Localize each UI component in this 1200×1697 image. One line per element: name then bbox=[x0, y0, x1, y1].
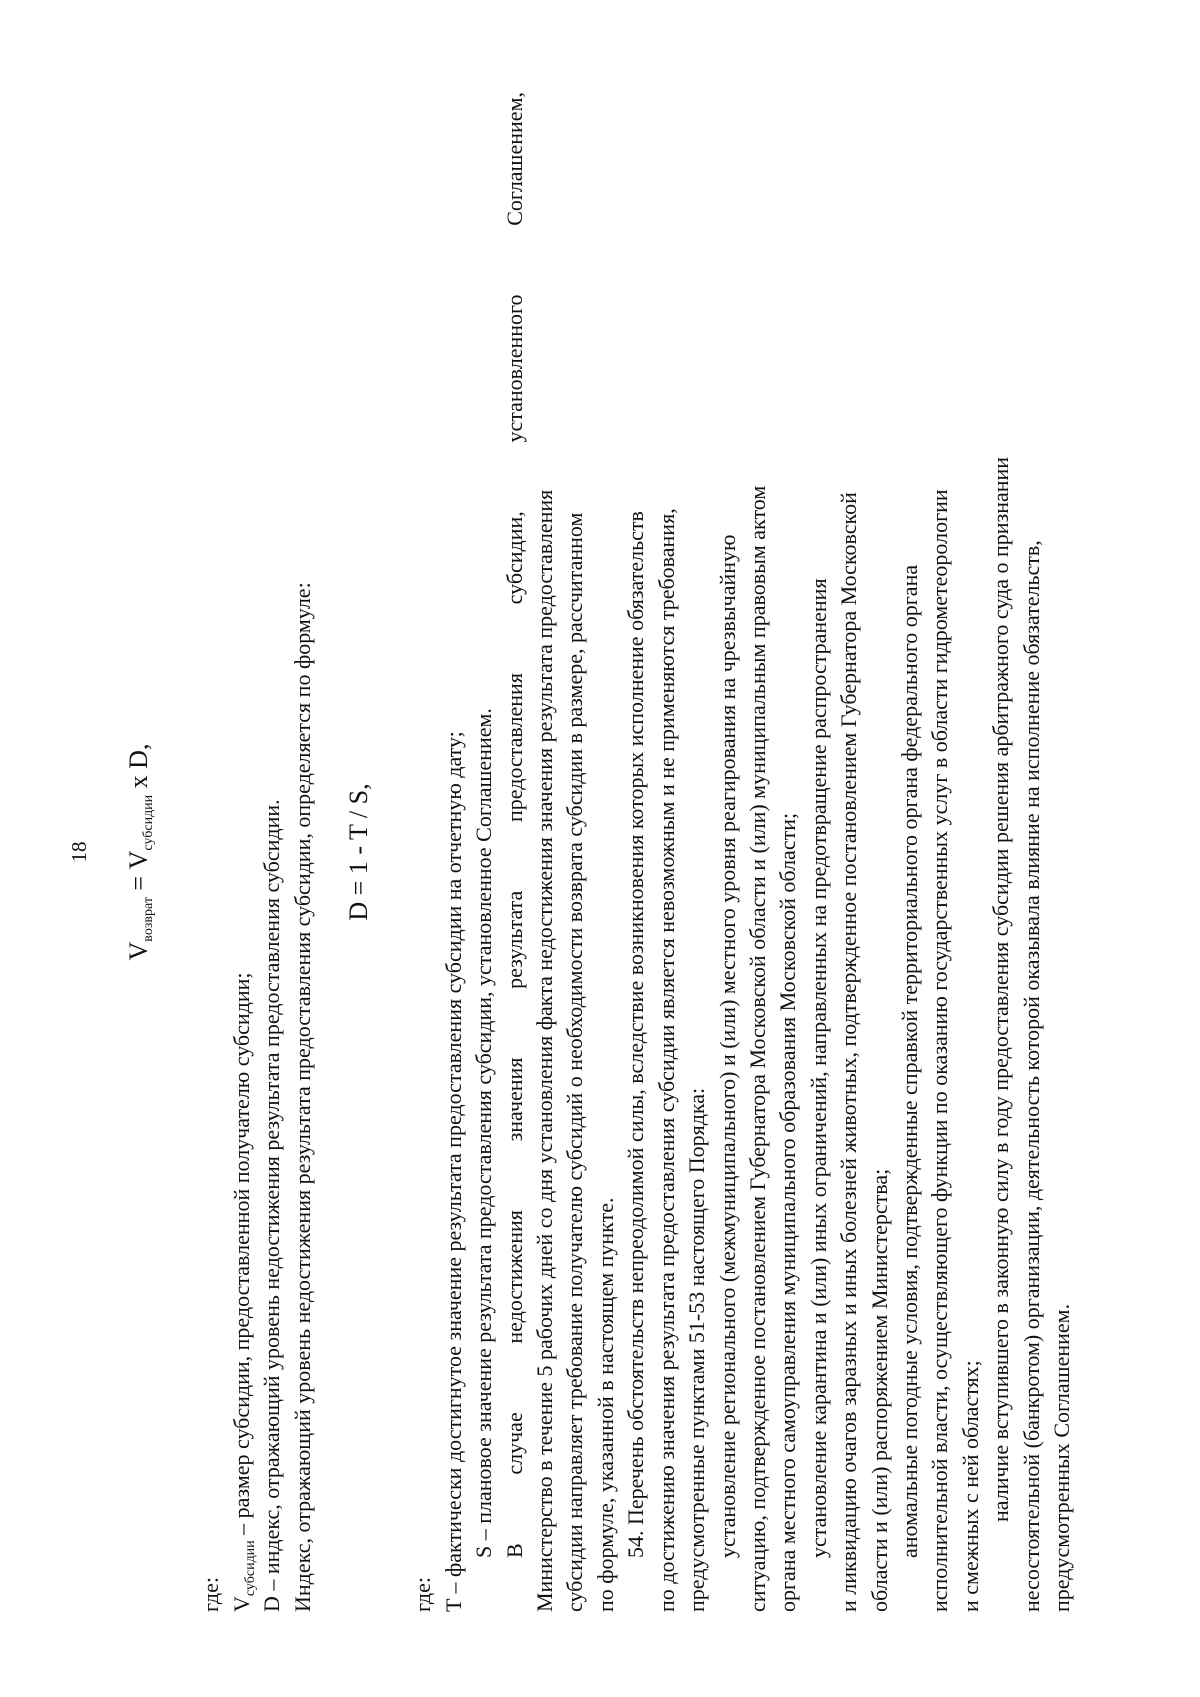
item-3-line: и смежных с ней областях; bbox=[957, 1360, 983, 1612]
item-3-line: аномальные погодные условия, подтвержденные справкой территориального органа федерального органа bbox=[896, 564, 922, 1558]
formula-sub-refund: возврат bbox=[141, 897, 156, 942]
where-label-1: где: bbox=[198, 1577, 224, 1612]
formula-v: V bbox=[124, 941, 153, 961]
definition-d: D – индекс, отражающий уровень недостижения результата предоставления субсидии. bbox=[259, 799, 285, 1612]
index-formula: D = 1 - T / S, bbox=[344, 783, 374, 921]
item-1-line: установление регионального (межмуниципального) и (или) местного уровня реагирования на чрезвычайную bbox=[714, 534, 740, 1558]
paragraph-54-line: предусмотренные пунктами 51-53 настоящего Порядка: bbox=[684, 1087, 710, 1612]
item-4-line: несостоятельной (банкротом) организации, деятельность которой оказывала влияние на исполнение обязательств, bbox=[1018, 540, 1044, 1612]
index-description: Индекс, отражающий уровень недостижения результата предоставления субсидии, определяется по формуле: bbox=[289, 582, 315, 1612]
item-2-line: установление карантина и (или) иных ограничений, направленных на предотвращение распространения bbox=[805, 578, 831, 1558]
formula-eq: = V bbox=[124, 850, 153, 898]
paragraph-case-line: субсидии направляет требование получателю субсидий о необходимости возврата субсидии в размере, рассчитанном bbox=[562, 512, 588, 1612]
refund-formula bbox=[124, 92, 154, 1612]
def-v-text: – размер субсидии, предоставленной получателю субсидии; bbox=[228, 972, 254, 1541]
paragraph-case-line: Министерство в течение 5 рабочих дней со дня установления факта недостижения значения результата предоставления bbox=[532, 489, 558, 1612]
paragraph-case-line: по формуле, указанной в настоящем пункте. bbox=[592, 1197, 618, 1612]
formula-tail: x D, bbox=[124, 743, 153, 795]
item-4-line: предусмотренных Соглашением. bbox=[1048, 1303, 1074, 1612]
definition-s: S – плановое значение результата предоставления субсидии, установленное Соглашением. bbox=[471, 708, 497, 1558]
paragraph-case-line: В случае недостижения значения результата предоставления субсидии, установленного Соглашением, bbox=[501, 92, 527, 1558]
rotated-document-page bbox=[67, 92, 1082, 1612]
item-3-line: исполнительной власти, осуществляющего функции по оказанию государственных услуг в области гидрометеорологии bbox=[927, 489, 953, 1612]
page-number: 18 bbox=[67, 841, 91, 863]
paragraph-54-line: 54. Перечень обстоятельств непреодолимой силы, вследствие возникновения которых исполнение обязательств bbox=[623, 511, 649, 1558]
def-v-letter: V bbox=[228, 1596, 254, 1612]
formula-sub-subsidy: субсидии bbox=[141, 794, 156, 851]
item-2-line: и ликвидацию очагов заразных и иных болезней животных, подтвержденное постановлением Губернатора Московской bbox=[836, 492, 862, 1612]
def-v-sub: субсидии bbox=[242, 1540, 258, 1597]
item-1-line: органа местного самоуправления муниципального образования Московской области; bbox=[775, 812, 801, 1612]
definition-t: T – фактически достигнутое значение результата предоставления субсидии на отчетную дату; bbox=[440, 731, 466, 1612]
item-2-line: области и (или) распоряжением Министерства; bbox=[866, 1168, 892, 1612]
where-label-2: где: bbox=[410, 1577, 436, 1612]
definition-v bbox=[227, 92, 257, 1612]
paragraph-54-line: по достижению значения результата предоставления субсидии является невозможным и не применяются требования, bbox=[653, 508, 679, 1612]
item-4-line: наличие вступившего в законную силу в году предоставления субсидии решения арбитражного суда о признании bbox=[988, 456, 1014, 1522]
item-1-line: ситуацию, подтвержденное постановлением Губернатора Московской области и (или) муниципальным правовым актом bbox=[744, 485, 770, 1612]
